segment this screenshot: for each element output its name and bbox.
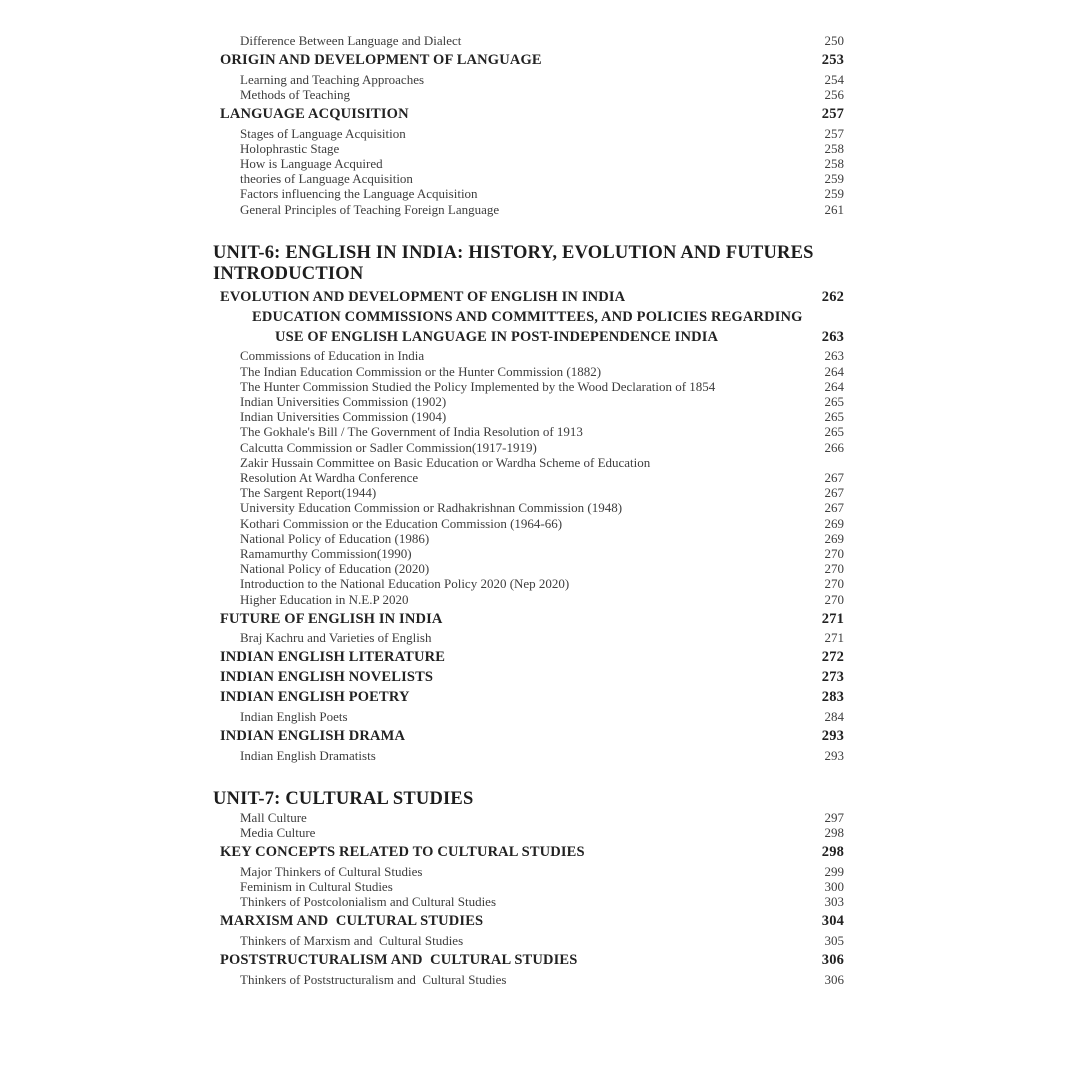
toc-item-title: INDIAN ENGLISH LITERATURE — [220, 649, 446, 666]
toc-item-title: EVOLUTION AND DEVELOPMENT OF ENGLISH IN INDIA — [220, 288, 626, 305]
toc-section-heading — [213, 650, 844, 665]
toc-item-title: Introduction to the National Education Policy 2020 (Nep 2020) — [240, 576, 570, 592]
toc-entry — [213, 141, 844, 156]
toc-item-title: Ramamurthy Commission(1990) — [240, 545, 412, 561]
toc-entry — [213, 364, 844, 379]
toc-item-title: The Hunter Commission Studied the Policy Implemented by the Wood Declaration of 1854 — [240, 378, 716, 394]
toc-section-heading — [213, 310, 844, 325]
toc-entry — [213, 531, 844, 546]
toc-item-page-number: 270 — [824, 545, 844, 561]
toc-item-title: Stages of Language Acquisition — [240, 125, 406, 141]
toc-item-title: EDUCATION COMMISSIONS AND COMMITTEES, AND POLICIES REGARDING — [252, 308, 803, 325]
toc-entry — [213, 440, 844, 455]
toc-item-title: Learning and Teaching Approaches — [240, 71, 425, 87]
toc-entry — [213, 394, 844, 409]
toc-item-title: Indian Universities Commission (1904) — [240, 409, 447, 425]
toc-entry — [213, 485, 844, 500]
toc-section-heading — [213, 729, 844, 744]
toc-item-title: INTRODUCTION — [213, 263, 364, 284]
toc-item-page-number: 273 — [821, 669, 844, 686]
toc-item-page-number: 298 — [824, 825, 844, 841]
toc-item-page-number: 270 — [824, 576, 844, 592]
toc-item-page-number: 299 — [824, 863, 844, 879]
toc-section-heading — [213, 670, 844, 685]
toc-item-title: INDIAN ENGLISH NOVELISTS — [220, 669, 434, 686]
toc-item-title: Resolution At Wardha Conference — [240, 469, 419, 485]
toc-item-title: Thinkers of Postcolonialism and Cultural Studies — [240, 894, 497, 910]
toc-entry — [213, 972, 844, 987]
toc-item-page-number: 306 — [824, 971, 844, 987]
toc-entry — [213, 87, 844, 102]
toc-item-page-number: 270 — [824, 561, 844, 577]
toc-section-heading — [213, 53, 844, 68]
toc-entry — [213, 171, 844, 186]
toc-entry — [213, 33, 844, 48]
toc-item-page-number: 263 — [821, 328, 844, 345]
toc-item-title: Indian English Poets — [240, 708, 348, 724]
toc-entry — [213, 576, 844, 591]
toc-section-heading — [213, 953, 844, 968]
toc-entry — [213, 455, 844, 470]
toc-item-page-number: 266 — [824, 439, 844, 455]
toc-item-title: General Principles of Teaching Foreign Language — [240, 201, 500, 217]
toc-section-heading — [213, 107, 844, 122]
toc-entry — [213, 348, 844, 363]
toc-item-title: UNIT-6: ENGLISH IN INDIA: HISTORY, EVOLUTION AND FUTURES — [213, 242, 814, 263]
toc-item-title: theories of Language Acquisition — [240, 171, 413, 187]
toc-item-title: Major Thinkers of Cultural Studies — [240, 863, 423, 879]
toc-entry — [213, 409, 844, 424]
toc-item-title: POSTSTRUCTURALISM AND CULTURAL STUDIES — [220, 952, 578, 969]
toc-item-page-number: 270 — [824, 591, 844, 607]
toc-entry — [213, 72, 844, 87]
toc-entry — [213, 500, 844, 515]
toc-item-title: UNIT-7: CULTURAL STUDIES — [213, 788, 474, 809]
toc-item-page-number: 304 — [821, 913, 844, 930]
toc-item-page-number: 267 — [824, 469, 844, 485]
toc-item-page-number: 269 — [824, 515, 844, 531]
toc-item-page-number: 265 — [824, 393, 844, 409]
toc-item-page-number: 284 — [824, 708, 844, 724]
toc-entry — [213, 379, 844, 394]
toc-item-page-number: 256 — [824, 86, 844, 102]
toc-item-page-number: 257 — [821, 106, 844, 123]
toc-item-title: Methods of Teaching — [240, 86, 351, 102]
toc-item-page-number: 262 — [821, 288, 844, 305]
toc-item-title: INDIAN ENGLISH POETRY — [220, 689, 410, 706]
toc-item-title: Braj Kachru and Varieties of English — [240, 630, 432, 646]
toc-item-page-number: 306 — [821, 952, 844, 969]
toc-item-title: Zakir Hussain Committee on Basic Education or Wardha Scheme of Education — [240, 454, 651, 470]
toc-item-page-number: 258 — [824, 156, 844, 172]
toc-entry — [213, 186, 844, 201]
toc-entry — [213, 546, 844, 561]
toc-entry — [213, 630, 844, 645]
toc-item-title: FUTURE OF ENGLISH IN INDIA — [220, 610, 443, 627]
toc-item-title: MARXISM AND CULTURAL STUDIES — [220, 913, 484, 930]
toc-item-page-number: 253 — [821, 52, 844, 69]
toc-item-page-number: 258 — [824, 140, 844, 156]
toc-entry — [213, 709, 844, 724]
toc-item-page-number: 271 — [821, 610, 844, 627]
toc-item-title: INDIAN ENGLISH DRAMA — [220, 728, 406, 745]
toc-unit-heading — [213, 264, 844, 285]
toc-entry — [213, 470, 844, 485]
toc-item-page-number: 267 — [824, 500, 844, 516]
toc-item-title: Calcutta Commission or Sadler Commission(1917-1919) — [240, 439, 537, 455]
toc-entry — [213, 894, 844, 909]
toc-entry — [213, 825, 844, 840]
toc-entry — [213, 202, 844, 217]
toc-item-title: Thinkers of Poststructuralism and Cultural Studies — [240, 971, 507, 987]
toc-entry — [213, 933, 844, 948]
toc-item-page-number: 259 — [824, 171, 844, 187]
toc-item-title: Mall Culture — [240, 809, 307, 825]
toc-entry — [213, 864, 844, 879]
toc-section-heading — [213, 690, 844, 705]
toc-entry — [213, 748, 844, 763]
toc-item-title: KEY CONCEPTS RELATED TO CULTURAL STUDIES — [220, 844, 585, 861]
toc-entry — [213, 592, 844, 607]
toc-entry — [213, 561, 844, 576]
toc-item-title: Higher Education in N.E.P 2020 — [240, 591, 409, 607]
toc-item-page-number: 298 — [821, 844, 844, 861]
toc-item-title: Indian Universities Commission (1902) — [240, 393, 447, 409]
toc-item-title: National Policy of Education (2020) — [240, 561, 430, 577]
toc-item-page-number: 257 — [824, 125, 844, 141]
toc-item-title: The Sargent Report(1944) — [240, 485, 377, 501]
toc-section-heading — [213, 290, 844, 305]
toc-item-title: Feminism in Cultural Studies — [240, 879, 393, 894]
toc-section-heading — [213, 330, 844, 345]
toc-item-title: Commissions of Education in India — [240, 348, 425, 364]
toc-unit-heading — [213, 243, 844, 264]
toc-item-page-number: 269 — [824, 530, 844, 546]
toc-item-title: Difference Between Language and Dialect — [240, 33, 462, 48]
toc-item-title: USE OF ENGLISH LANGUAGE IN POST-INDEPENDENCE INDIA — [275, 328, 719, 345]
toc-item-page-number: 261 — [824, 201, 844, 217]
toc-item-title: ORIGIN AND DEVELOPMENT OF LANGUAGE — [220, 52, 542, 69]
toc-item-page-number: 263 — [824, 348, 844, 364]
toc-item-title: Indian English Dramatists — [240, 747, 376, 763]
toc-item-page-number: 254 — [824, 71, 844, 87]
toc-item-page-number: 297 — [824, 809, 844, 825]
toc-entry — [213, 810, 844, 825]
toc-item-title: Holophrastic Stage — [240, 140, 340, 156]
toc-section-heading — [213, 845, 844, 860]
toc-item-title: National Policy of Education (1986) — [240, 530, 430, 546]
toc-item-title: Thinkers of Marxism and Cultural Studies — [240, 932, 464, 948]
toc-item-page-number: 293 — [821, 728, 844, 745]
toc-item-page-number: 264 — [824, 363, 844, 379]
toc-item-title: University Education Commission or Radhakrishnan Commission (1948) — [240, 500, 623, 516]
toc-item-page-number: 271 — [824, 630, 844, 646]
toc-section-heading — [213, 612, 844, 627]
toc-item-page-number: 264 — [824, 378, 844, 394]
toc-list — [213, 33, 844, 987]
toc-item-title: The Gokhale's Bill / The Government of India Resolution of 1913 — [240, 424, 583, 440]
toc-item-page-number: 303 — [824, 894, 844, 910]
toc-item-title: The Indian Education Commission or the Hunter Commission (1882) — [240, 363, 602, 379]
toc-entry — [213, 516, 844, 531]
toc-item-page-number: 265 — [824, 424, 844, 440]
toc-item-title: Kothari Commission or the Education Commission (1964-66) — [240, 515, 563, 531]
toc-item-title: Media Culture — [240, 825, 316, 841]
toc-item-page-number: 283 — [821, 689, 844, 706]
toc-item-page-number: 265 — [824, 409, 844, 425]
toc-item-page-number: 305 — [824, 932, 844, 948]
toc-item-title: How is Language Acquired — [240, 156, 383, 172]
toc-item-page-number: 259 — [824, 186, 844, 202]
toc-section-heading — [213, 914, 844, 929]
toc-item-page-number: 293 — [824, 747, 844, 763]
toc-entry — [213, 879, 844, 894]
toc-item-title: LANGUAGE ACQUISITION — [220, 106, 409, 123]
toc-item-page-number: 250 — [824, 33, 844, 48]
toc-item-page-number: 300 — [824, 879, 844, 894]
toc-entry — [213, 156, 844, 171]
toc-entry — [213, 126, 844, 141]
toc-unit-heading — [213, 789, 844, 810]
toc-item-page-number: 267 — [824, 485, 844, 501]
toc-item-title: Factors influencing the Language Acquisition — [240, 186, 478, 202]
toc-item-page-number: 272 — [821, 649, 844, 666]
toc-entry — [213, 424, 844, 439]
